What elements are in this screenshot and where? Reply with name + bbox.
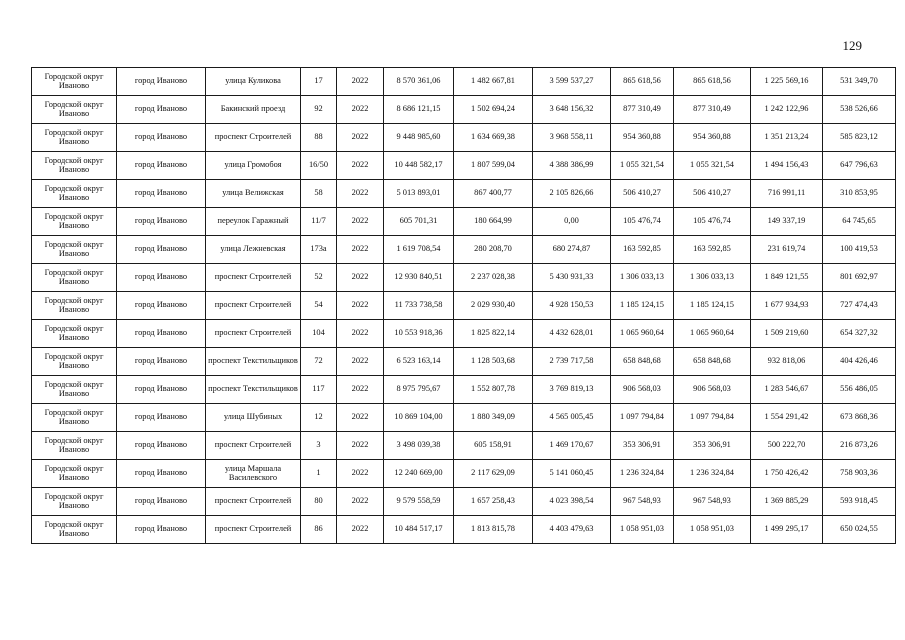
table-row: [32, 320, 896, 348]
amount-cell-1: 1 552 807,78: [454, 376, 533, 404]
street-cell: переулок Гаражный: [206, 208, 301, 236]
district-cell: Городской округ Иваново: [32, 96, 117, 124]
amount-cell-4: 954 360,88: [674, 124, 751, 152]
city-cell: город Иваново: [117, 432, 206, 460]
amount-cell-6: 758 903,36: [823, 460, 896, 488]
city-cell: город Иваново: [117, 460, 206, 488]
district-cell: Городской округ Иваново: [32, 460, 117, 488]
year-cell: 2022: [337, 432, 384, 460]
district-cell: Городской округ Иваново: [32, 376, 117, 404]
table-row: [32, 152, 896, 180]
house-number-cell: 12: [301, 404, 337, 432]
house-number-cell: 173а: [301, 236, 337, 264]
city-cell: город Иваново: [117, 488, 206, 516]
amount-cell-5: 1 499 295,17: [751, 516, 823, 544]
house-number-cell: 86: [301, 516, 337, 544]
amount-cell-5: 1 225 569,16: [751, 68, 823, 96]
amount-cell-1: 1 634 669,38: [454, 124, 533, 152]
amount-cell-6: 593 918,45: [823, 488, 896, 516]
city-cell: город Иваново: [117, 376, 206, 404]
amount-cell-4: 658 848,68: [674, 348, 751, 376]
city-cell: город Иваново: [117, 96, 206, 124]
amount-cell-1: 1 657 258,43: [454, 488, 533, 516]
amount-cell-3: 163 592,85: [611, 236, 674, 264]
amount-cell-3: 865 618,56: [611, 68, 674, 96]
table-row: [32, 376, 896, 404]
year-cell: 2022: [337, 124, 384, 152]
amount-cell-1: 2 117 629,09: [454, 460, 533, 488]
amount-cell-1: 1 880 349,09: [454, 404, 533, 432]
district-cell: Городской округ Иваново: [32, 432, 117, 460]
house-number-cell: 80: [301, 488, 337, 516]
amount-cell-4: 506 410,27: [674, 180, 751, 208]
year-cell: 2022: [337, 348, 384, 376]
total-cost-cell: 5 013 893,01: [384, 180, 454, 208]
total-cost-cell: 10 448 582,17: [384, 152, 454, 180]
amount-cell-6: 556 486,05: [823, 376, 896, 404]
table-row: [32, 404, 896, 432]
year-cell: 2022: [337, 68, 384, 96]
total-cost-cell: 10 553 918,36: [384, 320, 454, 348]
city-cell: город Иваново: [117, 208, 206, 236]
house-number-cell: 17: [301, 68, 337, 96]
amount-cell-6: 654 327,32: [823, 320, 896, 348]
total-cost-cell: 8 686 121,15: [384, 96, 454, 124]
amount-cell-5: 1 283 546,67: [751, 376, 823, 404]
amount-cell-2: 1 469 170,67: [533, 432, 611, 460]
amount-cell-2: 4 023 398,54: [533, 488, 611, 516]
total-cost-cell: 8 975 795,67: [384, 376, 454, 404]
amount-cell-6: 650 024,55: [823, 516, 896, 544]
district-cell: Городской округ Иваново: [32, 68, 117, 96]
amount-cell-3: 1 065 960,64: [611, 320, 674, 348]
total-cost-cell: 9 579 558,59: [384, 488, 454, 516]
amount-cell-4: 163 592,85: [674, 236, 751, 264]
amount-cell-2: 3 648 156,32: [533, 96, 611, 124]
amount-cell-1: 1 825 822,14: [454, 320, 533, 348]
amount-cell-2: 5 141 060,45: [533, 460, 611, 488]
total-cost-cell: 11 733 738,58: [384, 292, 454, 320]
amount-cell-3: 906 568,03: [611, 376, 674, 404]
table-row: [32, 236, 896, 264]
amount-cell-1: 2 029 930,40: [454, 292, 533, 320]
amount-cell-5: 149 337,19: [751, 208, 823, 236]
street-cell: проспект Строителей: [206, 292, 301, 320]
amount-cell-3: 658 848,68: [611, 348, 674, 376]
house-number-cell: 88: [301, 124, 337, 152]
district-cell: Городской округ Иваново: [32, 180, 117, 208]
amount-cell-5: 1 494 156,43: [751, 152, 823, 180]
amount-cell-1: 180 664,99: [454, 208, 533, 236]
amount-cell-2: 4 432 628,01: [533, 320, 611, 348]
table-row: [32, 68, 896, 96]
table-row: [32, 96, 896, 124]
total-cost-cell: 9 448 985,60: [384, 124, 454, 152]
amount-cell-3: 954 360,88: [611, 124, 674, 152]
amount-cell-2: 680 274,87: [533, 236, 611, 264]
amount-cell-3: 1 058 951,03: [611, 516, 674, 544]
house-number-cell: 58: [301, 180, 337, 208]
amount-cell-6: 801 692,97: [823, 264, 896, 292]
total-cost-cell: 10 484 517,17: [384, 516, 454, 544]
year-cell: 2022: [337, 152, 384, 180]
amount-cell-5: 1 750 426,42: [751, 460, 823, 488]
amount-cell-3: 1 306 033,13: [611, 264, 674, 292]
table-row: [32, 208, 896, 236]
amount-cell-5: 932 818,06: [751, 348, 823, 376]
district-cell: Городской округ Иваново: [32, 236, 117, 264]
amount-cell-4: 1 055 321,54: [674, 152, 751, 180]
amount-cell-5: 1 351 213,24: [751, 124, 823, 152]
amount-cell-4: 1 065 960,64: [674, 320, 751, 348]
street-cell: улица Куликова: [206, 68, 301, 96]
table-row: [32, 292, 896, 320]
amount-cell-6: 727 474,43: [823, 292, 896, 320]
total-cost-cell: 6 523 163,14: [384, 348, 454, 376]
amount-cell-5: 231 619,74: [751, 236, 823, 264]
amount-cell-5: 1 369 885,29: [751, 488, 823, 516]
table-row: [32, 488, 896, 516]
district-cell: Городской округ Иваново: [32, 152, 117, 180]
year-cell: 2022: [337, 292, 384, 320]
amount-cell-2: 2 105 826,66: [533, 180, 611, 208]
house-number-cell: 72: [301, 348, 337, 376]
year-cell: 2022: [337, 96, 384, 124]
house-number-cell: 92: [301, 96, 337, 124]
amount-cell-5: 1 242 122,96: [751, 96, 823, 124]
amount-cell-4: 865 618,56: [674, 68, 751, 96]
total-cost-cell: 1 619 708,54: [384, 236, 454, 264]
street-cell: Бакинский проезд: [206, 96, 301, 124]
city-cell: город Иваново: [117, 320, 206, 348]
city-cell: город Иваново: [117, 264, 206, 292]
house-number-cell: 104: [301, 320, 337, 348]
amount-cell-1: 605 158,91: [454, 432, 533, 460]
amount-cell-3: 506 410,27: [611, 180, 674, 208]
street-cell: проспект Текстильщиков: [206, 348, 301, 376]
amount-cell-4: 877 310,49: [674, 96, 751, 124]
amount-cell-6: 585 823,12: [823, 124, 896, 152]
amount-cell-3: 1 236 324,84: [611, 460, 674, 488]
amount-cell-2: 0,00: [533, 208, 611, 236]
house-number-cell: 117: [301, 376, 337, 404]
table-row: [32, 432, 896, 460]
city-cell: город Иваново: [117, 348, 206, 376]
street-cell: проспект Строителей: [206, 320, 301, 348]
amount-cell-1: 2 237 028,38: [454, 264, 533, 292]
year-cell: 2022: [337, 488, 384, 516]
table-body: [32, 68, 896, 544]
street-cell: улица Велижская: [206, 180, 301, 208]
amount-cell-3: 1 185 124,15: [611, 292, 674, 320]
city-cell: город Иваново: [117, 236, 206, 264]
amount-cell-1: 1 502 694,24: [454, 96, 533, 124]
amount-cell-5: 1 554 291,42: [751, 404, 823, 432]
street-cell: проспект Строителей: [206, 488, 301, 516]
city-cell: город Иваново: [117, 152, 206, 180]
street-cell: проспект Строителей: [206, 264, 301, 292]
city-cell: город Иваново: [117, 124, 206, 152]
district-cell: Городской округ Иваново: [32, 488, 117, 516]
amount-cell-4: 1 185 124,15: [674, 292, 751, 320]
table-row: [32, 516, 896, 544]
amount-cell-1: 280 208,70: [454, 236, 533, 264]
amount-cell-4: 353 306,91: [674, 432, 751, 460]
amount-cell-5: 1 849 121,55: [751, 264, 823, 292]
amount-cell-4: 105 476,74: [674, 208, 751, 236]
street-cell: проспект Строителей: [206, 516, 301, 544]
total-cost-cell: 8 570 361,06: [384, 68, 454, 96]
amount-cell-5: 500 222,70: [751, 432, 823, 460]
amount-cell-3: 353 306,91: [611, 432, 674, 460]
amount-cell-3: 967 548,93: [611, 488, 674, 516]
city-cell: город Иваново: [117, 516, 206, 544]
amount-cell-2: 3 968 558,11: [533, 124, 611, 152]
amount-cell-4: 1 236 324,84: [674, 460, 751, 488]
table-row: [32, 124, 896, 152]
district-cell: Городской округ Иваново: [32, 292, 117, 320]
amount-cell-2: 3 769 819,13: [533, 376, 611, 404]
house-number-cell: 52: [301, 264, 337, 292]
amount-cell-2: 4 565 005,45: [533, 404, 611, 432]
street-cell: проспект Строителей: [206, 124, 301, 152]
year-cell: 2022: [337, 208, 384, 236]
amount-cell-6: 647 796,63: [823, 152, 896, 180]
amount-cell-6: 100 419,53: [823, 236, 896, 264]
table-row: [32, 348, 896, 376]
city-cell: город Иваново: [117, 404, 206, 432]
district-cell: Городской округ Иваново: [32, 264, 117, 292]
year-cell: 2022: [337, 404, 384, 432]
street-cell: улица Маршала Василевского: [206, 460, 301, 488]
year-cell: 2022: [337, 460, 384, 488]
amount-cell-5: 716 991,11: [751, 180, 823, 208]
district-cell: Городской округ Иваново: [32, 516, 117, 544]
table-row: [32, 460, 896, 488]
amount-cell-5: 1 509 219,60: [751, 320, 823, 348]
house-number-cell: 1: [301, 460, 337, 488]
amount-cell-1: 1 482 667,81: [454, 68, 533, 96]
amount-cell-4: 1 097 794,84: [674, 404, 751, 432]
house-number-cell: 11/7: [301, 208, 337, 236]
amount-cell-6: 216 873,26: [823, 432, 896, 460]
amount-cell-2: 4 928 150,53: [533, 292, 611, 320]
total-cost-cell: 3 498 039,38: [384, 432, 454, 460]
district-cell: Городской округ Иваново: [32, 404, 117, 432]
amount-cell-6: 531 349,70: [823, 68, 896, 96]
amount-cell-2: 3 599 537,27: [533, 68, 611, 96]
total-cost-cell: 605 701,31: [384, 208, 454, 236]
amount-cell-3: 1 055 321,54: [611, 152, 674, 180]
amount-cell-6: 404 426,46: [823, 348, 896, 376]
amount-cell-5: 1 677 934,93: [751, 292, 823, 320]
city-cell: город Иваново: [117, 68, 206, 96]
amount-cell-4: 906 568,03: [674, 376, 751, 404]
district-cell: Городской округ Иваново: [32, 124, 117, 152]
amount-cell-6: 538 526,66: [823, 96, 896, 124]
year-cell: 2022: [337, 264, 384, 292]
year-cell: 2022: [337, 376, 384, 404]
amount-cell-2: 4 388 386,99: [533, 152, 611, 180]
amount-cell-3: 877 310,49: [611, 96, 674, 124]
amount-cell-1: 1 813 815,78: [454, 516, 533, 544]
data-table: [31, 67, 896, 544]
street-cell: проспект Текстильщиков: [206, 376, 301, 404]
amount-cell-3: 105 476,74: [611, 208, 674, 236]
street-cell: проспект Строителей: [206, 432, 301, 460]
street-cell: улица Громобоя: [206, 152, 301, 180]
city-cell: город Иваново: [117, 292, 206, 320]
amount-cell-1: 867 400,77: [454, 180, 533, 208]
house-number-cell: 16/50: [301, 152, 337, 180]
district-cell: Городской округ Иваново: [32, 320, 117, 348]
total-cost-cell: 10 869 104,00: [384, 404, 454, 432]
street-cell: улица Шубиных: [206, 404, 301, 432]
street-cell: улица Лежневская: [206, 236, 301, 264]
house-number-cell: 54: [301, 292, 337, 320]
total-cost-cell: 12 930 840,51: [384, 264, 454, 292]
amount-cell-4: 1 306 033,13: [674, 264, 751, 292]
year-cell: 2022: [337, 516, 384, 544]
amount-cell-6: 673 868,36: [823, 404, 896, 432]
city-cell: город Иваново: [117, 180, 206, 208]
table-row: [32, 264, 896, 292]
district-cell: Городской округ Иваново: [32, 348, 117, 376]
page-number: 129: [842, 38, 862, 53]
amount-cell-2: 4 403 479,63: [533, 516, 611, 544]
amount-cell-6: 64 745,65: [823, 208, 896, 236]
amount-cell-6: 310 853,95: [823, 180, 896, 208]
amount-cell-2: 5 430 931,33: [533, 264, 611, 292]
total-cost-cell: 12 240 669,00: [384, 460, 454, 488]
amount-cell-4: 1 058 951,03: [674, 516, 751, 544]
year-cell: 2022: [337, 320, 384, 348]
amount-cell-3: 1 097 794,84: [611, 404, 674, 432]
year-cell: 2022: [337, 236, 384, 264]
district-cell: Городской округ Иваново: [32, 208, 117, 236]
amount-cell-1: 1 128 503,68: [454, 348, 533, 376]
amount-cell-1: 1 807 599,04: [454, 152, 533, 180]
table-row: [32, 180, 896, 208]
amount-cell-2: 2 739 717,58: [533, 348, 611, 376]
year-cell: 2022: [337, 180, 384, 208]
amount-cell-4: 967 548,93: [674, 488, 751, 516]
house-number-cell: 3: [301, 432, 337, 460]
